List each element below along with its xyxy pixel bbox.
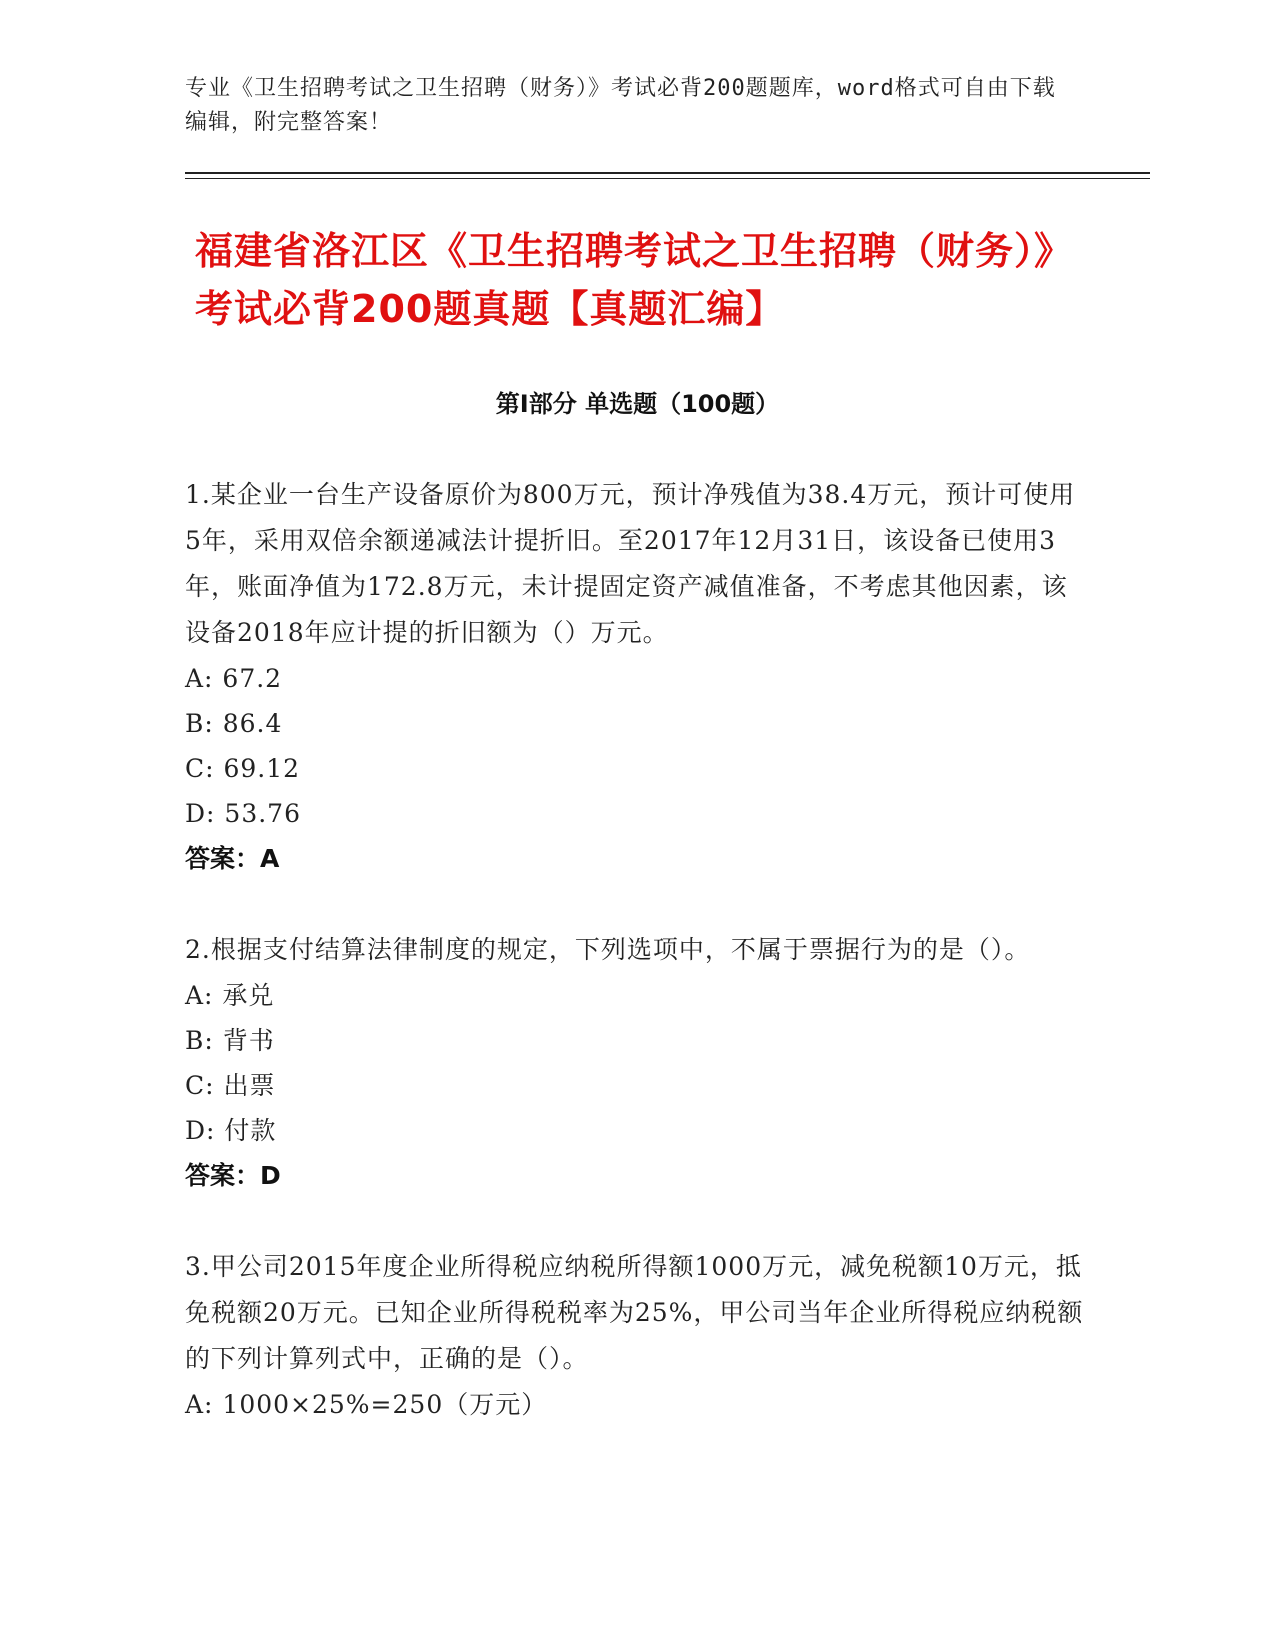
question-list bbox=[185, 472, 1085, 1427]
question-1 bbox=[185, 472, 1085, 881]
header-rule-thick bbox=[185, 172, 1150, 174]
option-a: A: 承兑 bbox=[185, 981, 275, 1010]
document-title: 福建省洛江区《卫生招聘考试之卫生招聘（财务）》考试必背200题真题【真题汇编】 bbox=[195, 229, 1074, 331]
option-b: B: 86.4 bbox=[185, 709, 283, 738]
option-b: B: 背书 bbox=[185, 1026, 275, 1055]
header-note: 专业《卫生招聘考试之卫生招聘（财务）》考试必背200题题库，word格式可自由下载编辑，附完整答案！ bbox=[185, 76, 1056, 135]
option-a: A: 1000×25%=250（万元） bbox=[185, 1390, 548, 1419]
answer-line: 答案：A bbox=[185, 844, 280, 873]
option-a: A: 67.2 bbox=[185, 664, 283, 693]
section-heading: 第I部分 单选题（100题） bbox=[495, 390, 780, 418]
question-spacer bbox=[185, 1198, 1085, 1244]
option-c: C: 出票 bbox=[185, 1071, 276, 1100]
option-c: C: 69.12 bbox=[185, 754, 301, 783]
question-stem: 3.甲公司2015年度企业所得税应纳税所得额1000万元，减免税额10万元，抵免税额20万元。已知企业所得税税率为25%，甲公司当年企业所得税应纳税额的下列计算列式中，正确的是（）。 bbox=[185, 1252, 1084, 1373]
header-rule-thin bbox=[185, 178, 1150, 179]
option-d: D: 付款 bbox=[185, 1116, 277, 1145]
question-2 bbox=[185, 927, 1085, 1198]
question-stem: 1.某企业一台生产设备原价为800万元，预计净残值为38.4万元，预计可使用5年，采用双倍余额递减法计提折旧。至2017年12月31日，该设备已使用3年，账面净值为172.8万元，未计提固定资产减值准备，不考虑其他因素，该设备2018年应计提的折旧额为（）万元。 bbox=[185, 480, 1076, 647]
question-stem: 2.根据支付结算法律制度的规定，下列选项中，不属于票据行为的是（）。 bbox=[185, 935, 1031, 964]
question-spacer bbox=[185, 881, 1085, 927]
option-d: D: 53.76 bbox=[185, 799, 301, 828]
answer-line: 答案：D bbox=[185, 1161, 281, 1190]
question-3 bbox=[185, 1244, 1085, 1427]
